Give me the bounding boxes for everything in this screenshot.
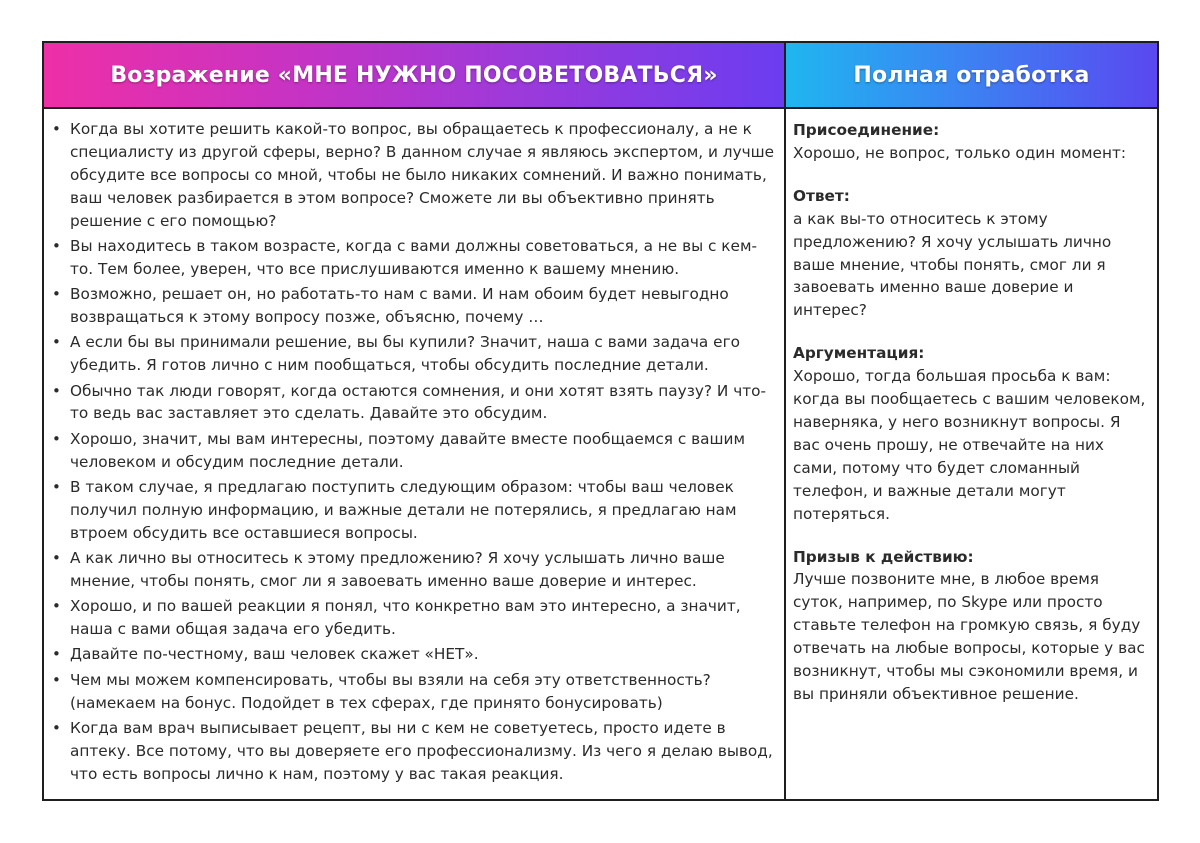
section-call-to-action xyxy=(793,546,1147,706)
bullet-icon: • xyxy=(52,236,61,255)
list-item: • Чем мы можем компенсировать, чтобы вы взяли на себя эту ответственность? (намекаем на бонус. Подойдет в тех сферах, где принято бонусировать) xyxy=(52,670,711,712)
right-header-title: Полная отработка xyxy=(853,62,1090,88)
left-header-title: Возражение «МНЕ НУЖНО ПОСОВЕТОВАТЬСЯ» xyxy=(110,62,718,88)
list-item: • Вы находитесь в таком возрасте, когда с вами должны советоваться, а не вы с кем-то. Тем более, уверен, что все прислушиваются именно к вашему мнению. xyxy=(52,236,758,278)
bullet-icon: • xyxy=(52,597,61,616)
section-text: Хорошо, не вопрос, только один момент: xyxy=(793,143,1127,162)
section-text: а как вы-то относитесь к этому предложению? Я хочу услышать лично ваше мнение, чтобы понять, смог ли я завоевать именно ваше доверие и интерес? xyxy=(793,209,1112,320)
list-item: • В таком случае, я предлагаю поступить следующим образом: чтобы ваш человек получил полную информацию, и важные детали не потерялись, я предлагаю нам втроем обсудить все оставшиеся вопросы. xyxy=(52,477,737,542)
section-heading: Призыв к действию: xyxy=(793,547,974,566)
list-item: • Когда вы хотите решить какой-то вопрос, вы обращаетесь к профессионалу, а не к специалисту из другой сферы, верно? В данном случае я являюсь экспертом, и лучше обсудите все вопросы со мной, чтобы не было никаких сомнений. И важно понимать, ваш человек разбирается в этом вопросе? Сможете ли вы объективно принять решение с его помощью? xyxy=(52,120,775,230)
section-text: Хорошо, тогда большая просьба к вам: когда вы пообщаетесь с вашим человеком, наверняка, у него возникнут вопросы. Я вас очень прошу, не отвечайте на них сами, потому что будет сломанный телефон, и важные детали могут потеряться. xyxy=(793,367,1146,523)
section-heading: Аргументация: xyxy=(793,344,925,363)
list-item: • Обычно так люди говорят, когда остаются сомнения, и они хотят взять паузу? И что-то ведь вас заставляет это сделать. Давайте это обсудим. xyxy=(52,381,767,423)
list-item: • Когда вам врач выписывает рецепт, вы ни с кем не советуетесь, просто идете в аптеку. Все потому, что вы доверяете его профессионализму. Из чего я делаю вывод, что есть вопросы лично к нам, поэтому у вас такая реакция. xyxy=(52,718,773,783)
list-item: • А если бы вы принимали решение, вы бы купили? Значит, наша с вами задача его убедить. Я готов лично с ним пообщаться, чтобы обсудить последние детали. xyxy=(52,333,740,375)
bullet-icon: • xyxy=(52,381,61,400)
bullet-icon: • xyxy=(52,429,61,448)
right-header xyxy=(786,43,1157,109)
left-header xyxy=(44,43,786,109)
list-item: • Давайте по-честному, ваш человек скажет «НЕТ». xyxy=(52,643,776,666)
objection-table xyxy=(42,41,1159,801)
objection-responses-column xyxy=(44,109,786,799)
section-text: Лучше позвоните мне, в любое время суток, например, по Skype или просто ставьте телефон на громкую связь, я буду отвечать на любые вопросы, которые у вас возникнут, чтобы мы сэкономили время, и вы приняли объективное решение. xyxy=(793,570,1145,703)
list-item: • Хорошо, значит, мы вам интересны, поэтому давайте вместе пообщаемся с вашим человеком и обсудим последние детали. xyxy=(52,429,745,471)
bullet-icon: • xyxy=(52,645,61,664)
section-argumentation xyxy=(793,342,1147,525)
list-item: • Возможно, решает он, но работать-то нам с вами. И нам обоим будет невыгодно возвращаться к этому вопросу позже, объясню, почему … xyxy=(52,285,729,327)
bullet-icon: • xyxy=(52,477,61,496)
bullet-icon: • xyxy=(52,670,61,689)
list-item: • Хорошо, и по вашей реакции я понял, что конкретно вам это интересно, а значит, наша с вами общая задача его убедить. xyxy=(52,597,741,639)
bullet-icon: • xyxy=(52,120,61,138)
objection-responses-list xyxy=(52,118,776,786)
section-heading: Ответ: xyxy=(793,186,850,205)
section-joining xyxy=(793,119,1147,165)
full-handling-column xyxy=(786,109,1157,799)
bullet-icon: • xyxy=(52,285,61,304)
list-item: • А как лично вы относитесь к этому предложению? Я хочу услышать лично ваше мнение, чтобы понять, смог ли я завоевать именно ваше доверие и интерес. xyxy=(52,549,725,590)
bullet-icon: • xyxy=(52,718,61,737)
bullet-icon: • xyxy=(52,333,61,352)
bullet-icon: • xyxy=(52,549,61,568)
section-heading: Присоединение: xyxy=(793,121,940,139)
section-answer xyxy=(793,185,1147,322)
